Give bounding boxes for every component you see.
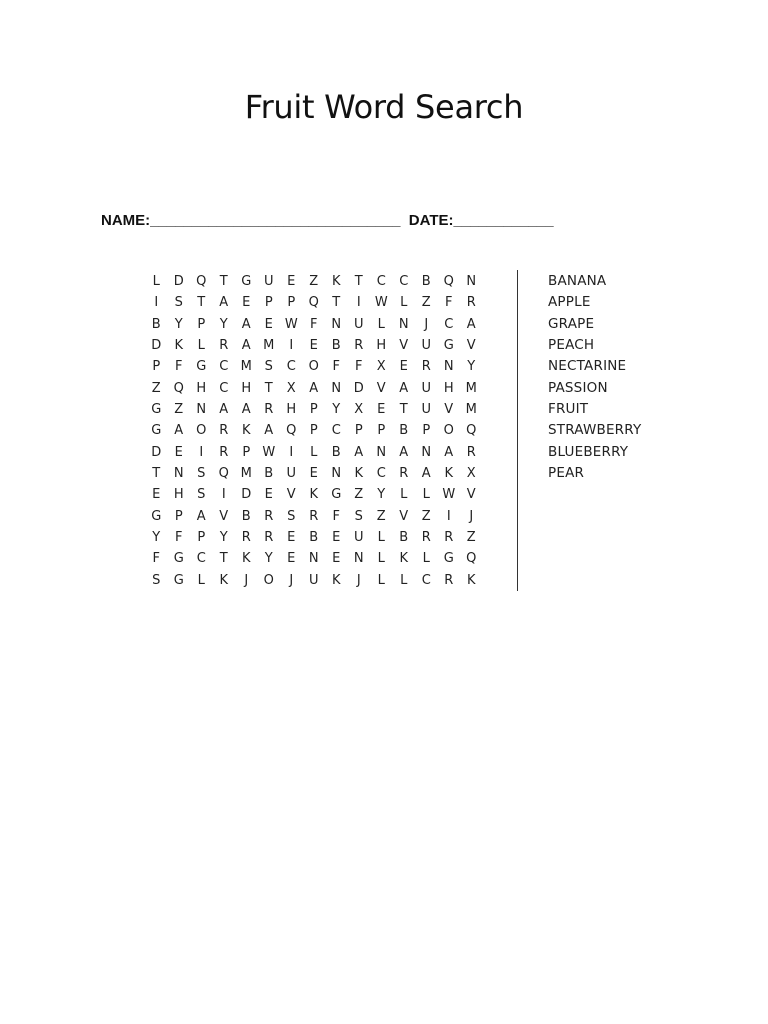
grid-letter: R [444, 530, 454, 546]
grid-letter: O [196, 423, 207, 439]
grid-letter: O [443, 423, 454, 439]
grid-letter: E [264, 487, 273, 503]
grid-letter: P [197, 316, 206, 332]
grid-letter: N [331, 316, 342, 332]
grid-letter: I [446, 508, 451, 524]
grid-letter: F [355, 359, 363, 375]
grid-letter: C [376, 274, 386, 289]
grid-letter: T [264, 380, 273, 396]
grid-letter: I [154, 295, 159, 311]
grid-letter: Y [219, 316, 228, 332]
grid-letter: S [264, 359, 273, 375]
grid-letter: F [445, 295, 453, 311]
grid-letter: P [377, 423, 386, 439]
grid-letter: Y [332, 402, 341, 418]
grid-letter: D [151, 444, 162, 460]
grid-letter: D [353, 380, 364, 396]
grid-letter: W [442, 487, 456, 503]
grid-letter: X [466, 466, 476, 482]
grid-letter: N [353, 551, 364, 567]
grid-letter: A [219, 295, 229, 311]
grid-letter: B [241, 508, 251, 524]
grid-letter: R [444, 572, 454, 588]
grid-letter: C [421, 572, 431, 588]
grid-letter: Z [151, 380, 161, 396]
grid-letter: Q [443, 274, 454, 289]
grid-letter: F [332, 359, 340, 375]
grid-letter: V [466, 338, 476, 354]
grid-letter: F [310, 316, 318, 332]
grid-letter: G [331, 487, 342, 503]
grid-letter: W [262, 444, 276, 460]
grid-letter: E [242, 295, 251, 311]
grid-letter: L [377, 551, 385, 567]
grid-letter: L [377, 572, 385, 588]
grid-letter: B [151, 316, 161, 332]
grid-letter: S [152, 572, 161, 588]
grid-letter: Z [421, 295, 431, 311]
grid-letter: V [444, 402, 454, 418]
grid-letter: Z [466, 530, 476, 546]
grid-letter: P [422, 423, 431, 439]
grid-letter: H [376, 338, 387, 354]
grid-letter: W [284, 316, 298, 332]
grid-letter: K [331, 274, 341, 289]
grid-letter: N [466, 274, 477, 289]
grid-letter: O [308, 359, 319, 375]
grid-letter: N [421, 444, 432, 460]
grid-letter: U [263, 274, 274, 289]
grid-letter: Q [308, 295, 319, 311]
grid-letter: R [264, 402, 274, 418]
grid-letter: P [309, 402, 318, 418]
grid-divider [517, 270, 518, 591]
grid-letter: T [219, 274, 228, 289]
grid-letter: F [332, 508, 340, 524]
grid-letter: Q [173, 380, 184, 396]
grid-letter: N [398, 316, 409, 332]
grid-letter: R [264, 508, 274, 524]
grid-letter: N [376, 444, 387, 460]
grid-letter: P [287, 295, 296, 311]
grid-letter: A [241, 316, 251, 332]
grid-letter: C [219, 359, 229, 375]
grid-letter: C [331, 423, 341, 439]
grid-letter: V [286, 487, 296, 503]
grid-letter: K [309, 487, 319, 503]
grid-letter: L [197, 338, 205, 354]
grid-letter: J [289, 572, 294, 588]
grid-letter: D [241, 487, 252, 503]
grid-letter: R [264, 530, 274, 546]
grid-letter: N [196, 402, 207, 418]
grid-letter: E [377, 402, 386, 418]
grid-letter: E [152, 487, 161, 503]
grid-letter: Z [354, 487, 364, 503]
grid-letter: P [354, 423, 363, 439]
grid-letter: R [466, 444, 476, 460]
grid-letter: L [197, 572, 205, 588]
grid-letter: B [399, 423, 409, 439]
grid-letter: F [175, 359, 183, 375]
grid-letter: E [287, 274, 296, 289]
grid-letter: G [241, 274, 252, 289]
grid-letter: T [354, 274, 363, 289]
grid-letter: K [241, 423, 251, 439]
grid-letter: U [308, 572, 319, 588]
grid-letter: K [174, 338, 184, 354]
grid-letter: U [353, 530, 364, 546]
grid-letter: C [399, 274, 409, 289]
grid-letter: O [263, 572, 274, 588]
grid-letter: Y [377, 487, 386, 503]
grid-letter: E [332, 551, 341, 567]
grid-letter: C [219, 380, 229, 396]
grid-letter: M [240, 359, 252, 375]
grid-letter: C [444, 316, 454, 332]
word-list-item: PEACH [548, 337, 595, 354]
word-list-item: GRAPE [548, 315, 595, 332]
grid-letter: E [264, 316, 273, 332]
grid-letter: I [356, 295, 361, 311]
word-list-item: STRAWBERRY [548, 422, 642, 439]
grid-letter: B [399, 530, 409, 546]
grid-letter: M [465, 380, 477, 396]
grid-letter: L [152, 274, 160, 289]
grid-letter: R [219, 338, 229, 354]
grid-letter: F [152, 551, 160, 567]
grid-letter: P [309, 423, 318, 439]
grid-letter: L [400, 572, 408, 588]
grid-letter: V [399, 338, 409, 354]
grid-letter: A [309, 380, 319, 396]
page-title: Fruit Word Search [244, 88, 524, 126]
grid-letter: A [196, 508, 206, 524]
grid-letter: J [356, 572, 361, 588]
grid-letter: X [286, 380, 296, 396]
grid-letter: W [374, 295, 388, 311]
grid-letter: B [309, 530, 319, 546]
grid-letter: E [309, 466, 318, 482]
grid-letter: E [287, 530, 296, 546]
grid-letter: Y [152, 530, 161, 546]
grid-letter: X [354, 402, 364, 418]
grid-letter: T [219, 551, 228, 567]
word-list-item: NECTARINE [548, 358, 627, 375]
grid-letter: E [309, 338, 318, 354]
grid-letter: Q [466, 423, 477, 439]
grid-letter: A [241, 338, 251, 354]
grid-letter: E [332, 530, 341, 546]
grid-letter: B [264, 466, 274, 482]
grid-letter: L [422, 487, 430, 503]
grid-letter: G [151, 402, 162, 418]
grid-letter: G [443, 551, 454, 567]
grid-letter: A [466, 316, 476, 332]
grid-letter: S [287, 508, 296, 524]
grid-letter: P [174, 508, 183, 524]
grid-letter: S [354, 508, 363, 524]
grid-letter: P [242, 444, 251, 460]
grid-letter: G [173, 572, 184, 588]
grid-letter: U [286, 466, 296, 482]
grid-letter: A [241, 402, 251, 418]
grid-letter: U [421, 402, 431, 418]
grid-letter: V [376, 380, 386, 396]
grid-letter: T [197, 295, 206, 311]
grid-letter: T [399, 402, 408, 418]
grid-letter: G [151, 423, 162, 439]
grid-letter: N [443, 359, 454, 375]
grid-letter: R [219, 423, 229, 439]
grid-letter: V [466, 487, 476, 503]
grid-letter: R [241, 530, 251, 546]
grid-letter: G [443, 338, 454, 354]
grid-letter: A [421, 466, 431, 482]
grid-letter: U [421, 338, 431, 354]
grid-letter: B [331, 444, 341, 460]
grid-letter: L [310, 444, 318, 460]
grid-letter: R [421, 530, 431, 546]
grid-letter: K [399, 551, 409, 567]
grid-letter: J [469, 508, 474, 524]
grid-letter: D [173, 274, 184, 289]
grid-letter: N [331, 380, 342, 396]
grid-letter: I [221, 487, 226, 503]
grid-letter: H [196, 380, 207, 396]
grid-letter: P [152, 359, 161, 375]
grid-letter: E [399, 359, 408, 375]
grid-letter: M [240, 466, 252, 482]
word-list-item: PEAR [548, 465, 585, 482]
grid-letter: G [173, 551, 184, 567]
grid-letter: C [196, 551, 206, 567]
grid-letter: P [197, 530, 206, 546]
grid-letter: K [444, 466, 454, 482]
word-list-item: PASSION [548, 379, 608, 396]
grid-letter: L [400, 487, 408, 503]
grid-letter: V [399, 508, 409, 524]
grid-letter: N [308, 551, 319, 567]
grid-letter: S [174, 295, 183, 311]
word-list-item: APPLE [548, 294, 591, 311]
grid-letter: S [197, 466, 206, 482]
grid-letter: R [354, 338, 364, 354]
grid-letter: X [376, 359, 386, 375]
grid-letter: R [219, 444, 229, 460]
grid-letter: Y [467, 359, 476, 375]
grid-letter: Z [309, 274, 319, 289]
grid-letter: I [289, 338, 294, 354]
grid-letter: M [465, 402, 477, 418]
grid-letter: E [174, 444, 183, 460]
grid-letter: C [376, 466, 386, 482]
grid-letter: P [264, 295, 273, 311]
grid-letter: L [400, 295, 408, 311]
grid-letter: L [377, 316, 385, 332]
grid-letter: H [241, 380, 252, 396]
grid-letter: Q [218, 466, 229, 482]
grid-letter: I [199, 444, 204, 460]
grid-letter: T [152, 466, 161, 482]
grid-letter: C [286, 359, 296, 375]
grid-letter: K [354, 466, 364, 482]
grid-letter: Y [264, 551, 273, 567]
grid-letter: A [174, 423, 184, 439]
grid-letter: Y [174, 316, 183, 332]
grid-letter: A [399, 444, 409, 460]
grid-letter: E [287, 551, 296, 567]
word-list-item: FRUIT [548, 401, 589, 418]
letter-grid [145, 271, 483, 591]
grid-letter: V [219, 508, 229, 524]
grid-letter: Q [196, 274, 207, 289]
grid-letter: N [331, 466, 342, 482]
grid-letter: Q [466, 551, 477, 567]
grid-letter: K [331, 572, 341, 588]
grid-letter: N [173, 466, 184, 482]
grid-letter: H [173, 487, 184, 503]
grid-letter: G [151, 508, 162, 524]
grid-letter: K [466, 572, 476, 588]
grid-letter: B [331, 338, 341, 354]
grid-letter: S [197, 487, 206, 503]
grid-letter: A [264, 423, 274, 439]
grid-letter: T [332, 295, 341, 311]
grid-letter: K [241, 551, 251, 567]
name-date-line: NAME:______________________________ DATE:____________ [101, 212, 554, 229]
word-list [548, 271, 641, 484]
grid-letter: L [377, 530, 385, 546]
grid-letter: H [443, 380, 454, 396]
grid-letter: Z [376, 508, 386, 524]
grid-letter: R [421, 359, 431, 375]
grid-letter: U [353, 316, 364, 332]
grid-letter: A [444, 444, 454, 460]
grid-letter: U [421, 380, 431, 396]
grid-letter: Z [421, 508, 431, 524]
word-list-item: BLUEBERRY [548, 443, 629, 460]
grid-letter: A [219, 402, 229, 418]
grid-letter: L [422, 551, 430, 567]
grid-letter: R [399, 466, 409, 482]
grid-letter: H [286, 402, 297, 418]
grid-letter: R [466, 295, 476, 311]
grid-letter: R [309, 508, 319, 524]
grid-letter: J [244, 572, 249, 588]
grid-letter: F [175, 530, 183, 546]
grid-letter: M [263, 338, 275, 354]
grid-letter: B [421, 274, 431, 289]
grid-letter: I [289, 444, 294, 460]
grid-letter: J [424, 316, 429, 332]
grid-letter: A [354, 444, 364, 460]
grid-letter: Z [174, 402, 184, 418]
grid-letter: D [151, 338, 162, 354]
grid-letter: Y [219, 530, 228, 546]
word-list-item: BANANA [548, 273, 607, 289]
grid-letter: Q [286, 423, 297, 439]
grid-letter: G [196, 359, 207, 375]
grid-letter: A [399, 380, 409, 396]
grid-letter: K [219, 572, 229, 588]
